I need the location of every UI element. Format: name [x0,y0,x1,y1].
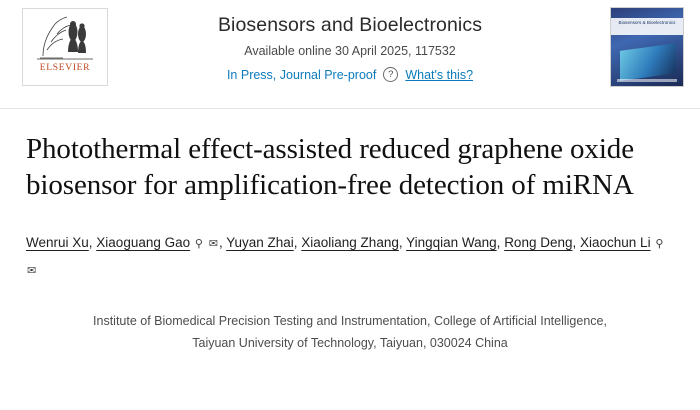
journal-title: Biosensors and Bioelectronics [217,14,483,36]
elsevier-wordmark: ELSEVIER [39,63,91,73]
journal-info [0,14,700,82]
cover-graphic [620,43,676,81]
cover-caption: Biosensors & Bioelectronics [611,18,683,35]
author-separator: , [398,235,407,250]
author-name[interactable]: Yingqian Wang [406,235,497,250]
author-name[interactable]: Xiaochun Li [580,235,651,250]
cover-footer-bar [617,79,677,82]
author-name[interactable]: Xiaoguang Gao [96,235,191,250]
author-separator: , [572,235,581,250]
article-body [0,109,700,354]
press-status: In Press, Journal Pre-proof [226,67,377,82]
author-separator: , [496,235,505,250]
journal-cover-thumbnail[interactable] [610,7,684,87]
whats-this-link[interactable]: What's this? [405,67,474,82]
page-title: Photothermal effect-assisted reduced graphene oxide biosensor for amplification-free detection of miRNA [26,133,634,201]
availability-text: Available online 30 April 2025, 117532 [244,44,456,58]
author-separator: , [218,235,227,250]
author-email-icon[interactable]: ✉ [208,238,218,250]
author-separator: , [293,235,302,250]
help-icon[interactable]: ? [383,67,398,82]
page-header [0,0,700,109]
author-name[interactable]: Rong Deng [504,235,573,250]
author-name[interactable]: Xiaoliang Zhang [301,235,399,250]
status-row [0,67,700,82]
author-profile-icon[interactable]: ⚲ [194,238,203,250]
affiliation: Institute of Biomedical Precision Testing and Instrumentation, College of Artificial Intelligence, Taiyuan University of Technology, Taiyuan, 030024 China [93,314,607,350]
author-profile-icon[interactable]: ⚲ [655,238,664,250]
author-list [26,230,674,284]
author-separator: , [88,235,97,250]
author-name[interactable]: Yuyan Zhai [226,235,294,250]
author-name[interactable]: Wenrui Xu [26,235,89,250]
author-email-icon[interactable]: ✉ [27,265,37,277]
